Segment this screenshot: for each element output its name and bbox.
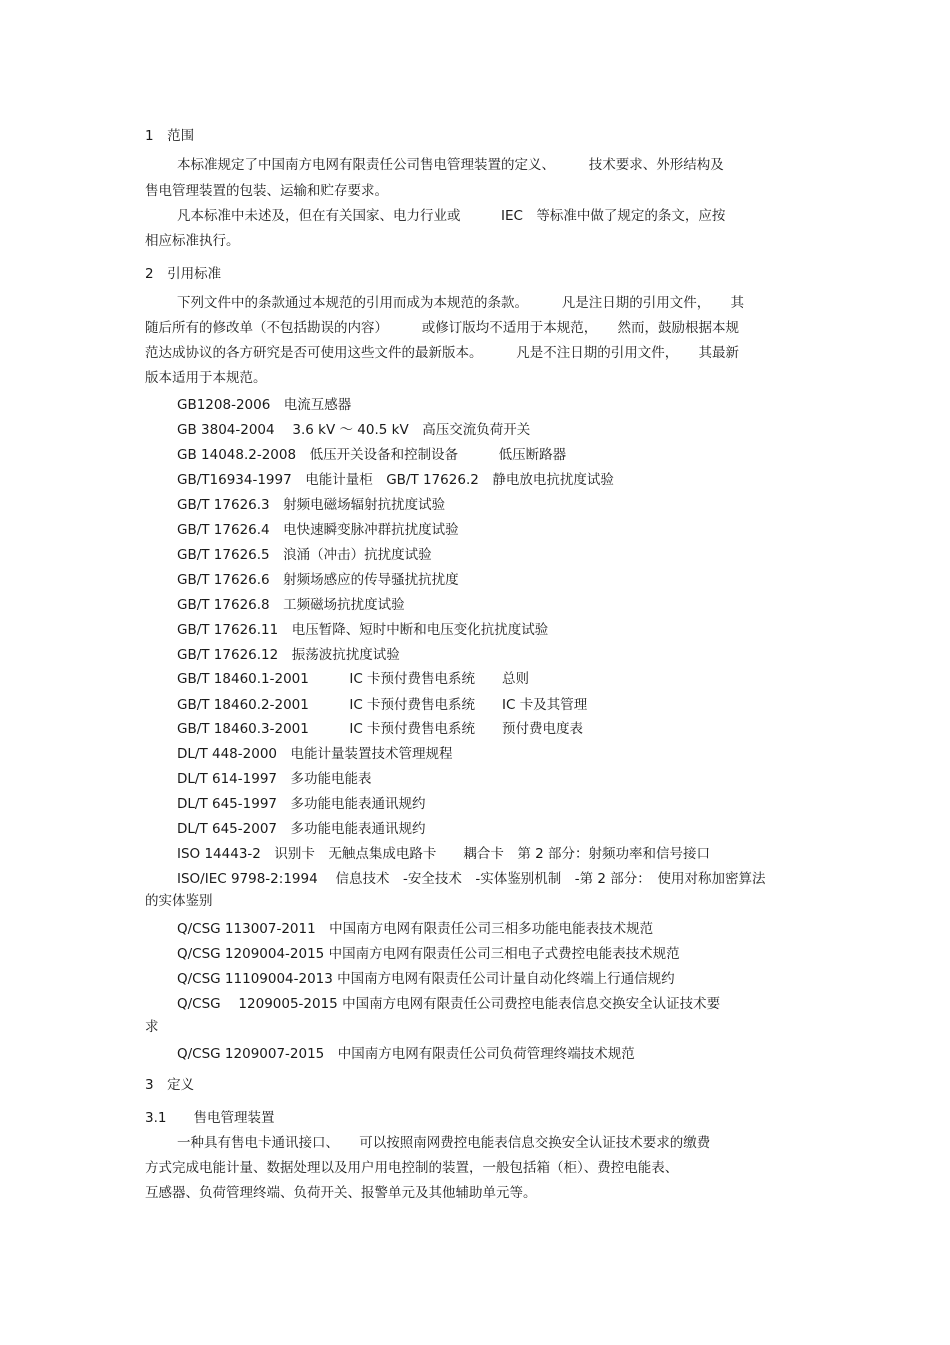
section-2-intro-line-4: 版本适用于本规范。 — [145, 370, 267, 386]
reference-item: GB/T 18460.3-2001 IC 卡预付费售电系统 预付费电度表 — [177, 721, 584, 737]
reference-item: GB1208-2006 电流互感器 — [177, 397, 352, 413]
reference-item: GB/T 17626.12 振荡波抗扰度试验 — [177, 647, 400, 663]
section-3-1-paragraph-line-3: 互感器、负荷管理终端、负荷开关、报警单元及其他辅助单元等。 — [145, 1185, 537, 1201]
reference-item: GB/T 18460.2-2001 IC 卡预付费售电系统 IC 卡及其管理 — [177, 697, 588, 713]
reference-item-continuation: 求 — [145, 1019, 159, 1035]
reference-item: Q/CSG 1209004-2015 中国南方电网有限责任公司三相电子式费控电能表技术规范 — [177, 946, 680, 962]
section-1-paragraph-1-line-2: 售电管理装置的包装、运输和贮存要求。 — [145, 183, 388, 199]
section-2-heading: 2 引用标准 — [145, 266, 222, 282]
reference-item: DL/T 448-2000 电能计量装置技术管理规程 — [177, 746, 453, 762]
section-1-paragraph-2-line-1: 凡本标准中未述及，但在有关国家、电力行业或 IEC 等标准中做了规定的条文，应按 — [177, 208, 726, 224]
reference-item: Q/CSG 1209007-2015 中国南方电网有限责任公司负荷管理终端技术规范 — [177, 1046, 635, 1062]
reference-item: GB/T 17626.5 浪涌（冲击）抗扰度试验 — [177, 547, 432, 563]
reference-item: GB/T 17626.3 射频电磁场辐射抗扰度试验 — [177, 497, 446, 513]
section-2-intro-line-2: 随后所有的修改单（不包括勘误的内容） 或修订版均不适用于本规范， 然而，鼓励根据本规 — [145, 320, 739, 336]
section-3-1-heading: 3.1 售电管理装置 — [145, 1110, 275, 1126]
section-1-paragraph-1-line-1: 本标准规定了中国南方电网有限责任公司售电管理装置的定义、 技术要求、外形结构及 — [177, 157, 724, 173]
reference-item: Q/CSG 113007-2011 中国南方电网有限责任公司三相多功能电能表技术规范 — [177, 921, 654, 937]
section-3-heading: 3 定义 — [145, 1077, 195, 1093]
reference-item: Q/CSG 1209005-2015 中国南方电网有限责任公司费控电能表信息交换安全认证技术要 — [177, 996, 721, 1012]
reference-item: DL/T 645-1997 多功能电能表通讯规约 — [177, 796, 426, 812]
reference-item: GB/T 17626.11 电压暂降、短时中断和电压变化抗扰度试验 — [177, 622, 549, 638]
reference-item: GB 14048.2-2008 低压开关设备和控制设备 低压断路器 — [177, 447, 567, 463]
section-3-1-paragraph-line-1: 一种具有售电卡通讯接口、 可以按照南网费控电能表信息交换安全认证技术要求的缴费 — [177, 1135, 711, 1151]
reference-item: GB/T 18460.1-2001 IC 卡预付费售电系统 总则 — [177, 671, 530, 687]
reference-item: ISO/IEC 9798-2:1994 信息技术 -安全技术 -实体鉴别机制 -第 2 部分： 使用对称加密算法 — [177, 871, 766, 887]
reference-item: GB/T 17626.4 电快速瞬变脉冲群抗扰度试验 — [177, 522, 459, 538]
reference-item: GB/T 17626.6 射频场感应的传导骚扰抗扰度 — [177, 572, 459, 588]
reference-item: GB/T 17626.8 工频磁场抗扰度试验 — [177, 597, 405, 613]
reference-item: GB/T16934-1997 电能计量柜 GB/T 17626.2 静电放电抗扰度试验 — [177, 472, 614, 488]
reference-item: ISO 14443-2 识别卡 无触点集成电路卡 耦合卡 第 2 部分：射频功率和信号接口 — [177, 846, 711, 862]
section-2-intro-line-1: 下列文件中的条款通过本规范的引用而成为本规范的条款。 凡是注日期的引用文件， 其 — [177, 295, 744, 311]
reference-item: DL/T 645-2007 多功能电能表通讯规约 — [177, 821, 426, 837]
reference-item: DL/T 614-1997 多功能电能表 — [177, 771, 372, 787]
section-1-paragraph-2-line-2: 相应标准执行。 — [145, 233, 240, 249]
section-2-intro-line-3: 范达成协议的各方研究是否可使用这些文件的最新版本。 凡是不注日期的引用文件， 其最新 — [145, 345, 739, 361]
reference-item: Q/CSG 11109004-2013 中国南方电网有限责任公司计量自动化终端上行通信规约 — [177, 971, 675, 987]
section-3-1-paragraph-line-2: 方式完成电能计量、数据处理以及用户用电控制的装置，一般包括箱（柜）、费控电能表、 — [145, 1160, 679, 1176]
reference-item: GB 3804-2004 3.6 kV ～ 40.5 kV 高压交流负荷开关 — [177, 422, 531, 438]
reference-item-continuation: 的实体鉴别 — [145, 893, 213, 909]
section-1-heading: 1 范围 — [145, 128, 195, 144]
